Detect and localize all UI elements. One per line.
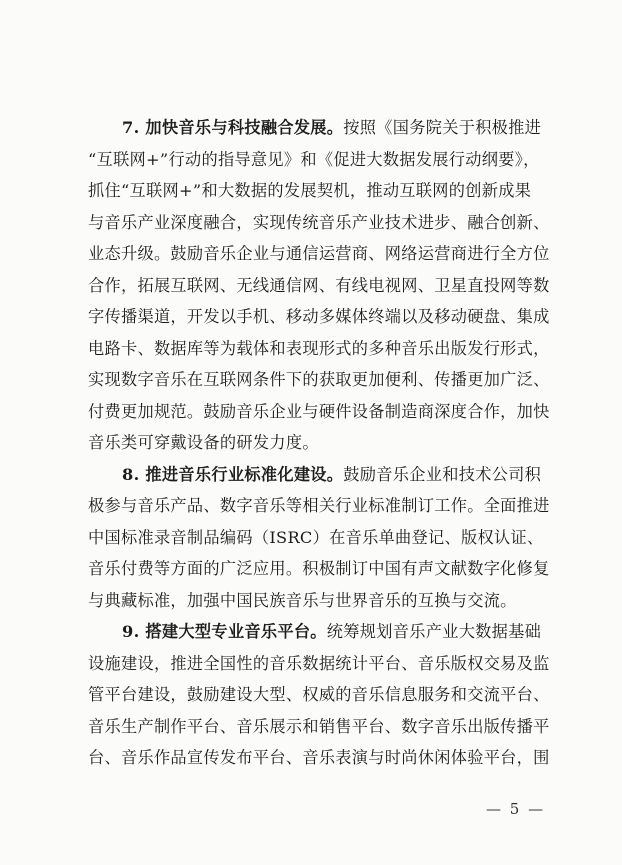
- paragraph-line: 中国标准录音制品编码（ISRC）在音乐单曲登记、版权认证、: [88, 527, 544, 547]
- paragraph-9: [88, 616, 562, 774]
- paragraph-line: 音乐生产制作平台、音乐展示和销售平台、数字音乐出版传播平: [88, 716, 550, 736]
- line-text: 按照《国务院关于积极推进: [343, 118, 542, 137]
- paragraph-line: 音乐付费等方面的广泛应用。积极制订中国有声文献数字化修复: [88, 559, 550, 578]
- paragraph-line: 抓住“互联网+”和大数据的发展契机，推动互联网的创新成果: [88, 181, 532, 200]
- paragraph-line: 台、音乐作品宣传发布平台、音乐表演与时尚休闲体验平台，围: [88, 748, 550, 767]
- paragraph-line: 与典藏标准，加强中国民族音乐与世界音乐的互换与交流。: [88, 590, 517, 610]
- paragraph-heading: 9. 搭建大型专业音乐平台。: [122, 622, 327, 641]
- paragraph-line: 字传播渠道，开发以手机、移动多媒体终端以及移动硬盘、集成: [88, 307, 550, 326]
- paragraph-line: 管平台建设，鼓励建设大型、权威的音乐信息服务和交流平台、: [88, 685, 550, 704]
- paragraph-line: “互联网+”行动的指导意见》和《促进大数据发展行动纲要》，: [88, 149, 540, 169]
- paragraph-8: [88, 459, 562, 617]
- paragraph-line: 合作，拓展互联网、无线通信网、有线电视网、卫星直投网等数: [88, 275, 550, 295]
- paragraph-line: 设施建设，推进全国性的音乐数据统计平台、音乐版权交易及监: [88, 653, 550, 673]
- paragraph-first-line: [88, 112, 562, 144]
- line-text: 统筹规划音乐产业大数据基础: [326, 622, 542, 641]
- paragraph-first-line: [88, 616, 562, 648]
- paragraph-line: 电路卡、数据库等为载体和表现形式的多种音乐出版发行形式，: [88, 338, 550, 358]
- page-number: — 5 —: [486, 800, 546, 818]
- paragraph-heading: 8. 推进音乐行业标准化建设。: [122, 464, 344, 484]
- paragraph-line: 付费更加规范。鼓励音乐企业与硬件设备制造商深度合作，加快: [88, 401, 550, 421]
- paragraph-heading: 7. 加快音乐与科技融合发展。: [122, 118, 344, 137]
- paragraph-first-line: [88, 459, 562, 491]
- paragraph-line: 音乐类可穿戴设备的研发力度。: [88, 433, 319, 452]
- paragraph-line: 与音乐产业深度融合，实现传统音乐产业技术进步、融合创新、: [88, 212, 550, 232]
- body-text: [88, 112, 562, 774]
- paragraph-7: [88, 112, 562, 459]
- paragraph-line: 极参与音乐产品、数字音乐等相关行业标准制订工作。全面推进: [88, 496, 550, 515]
- paragraph-line: 业态升级。鼓励音乐企业与通信运营商、网络运营商进行全方位: [88, 244, 550, 263]
- paragraph-line: 实现数字音乐在互联网条件下的获取更加便利、传播更加广泛、: [88, 370, 550, 389]
- line-text: 鼓励音乐企业和技术公司积: [343, 464, 542, 484]
